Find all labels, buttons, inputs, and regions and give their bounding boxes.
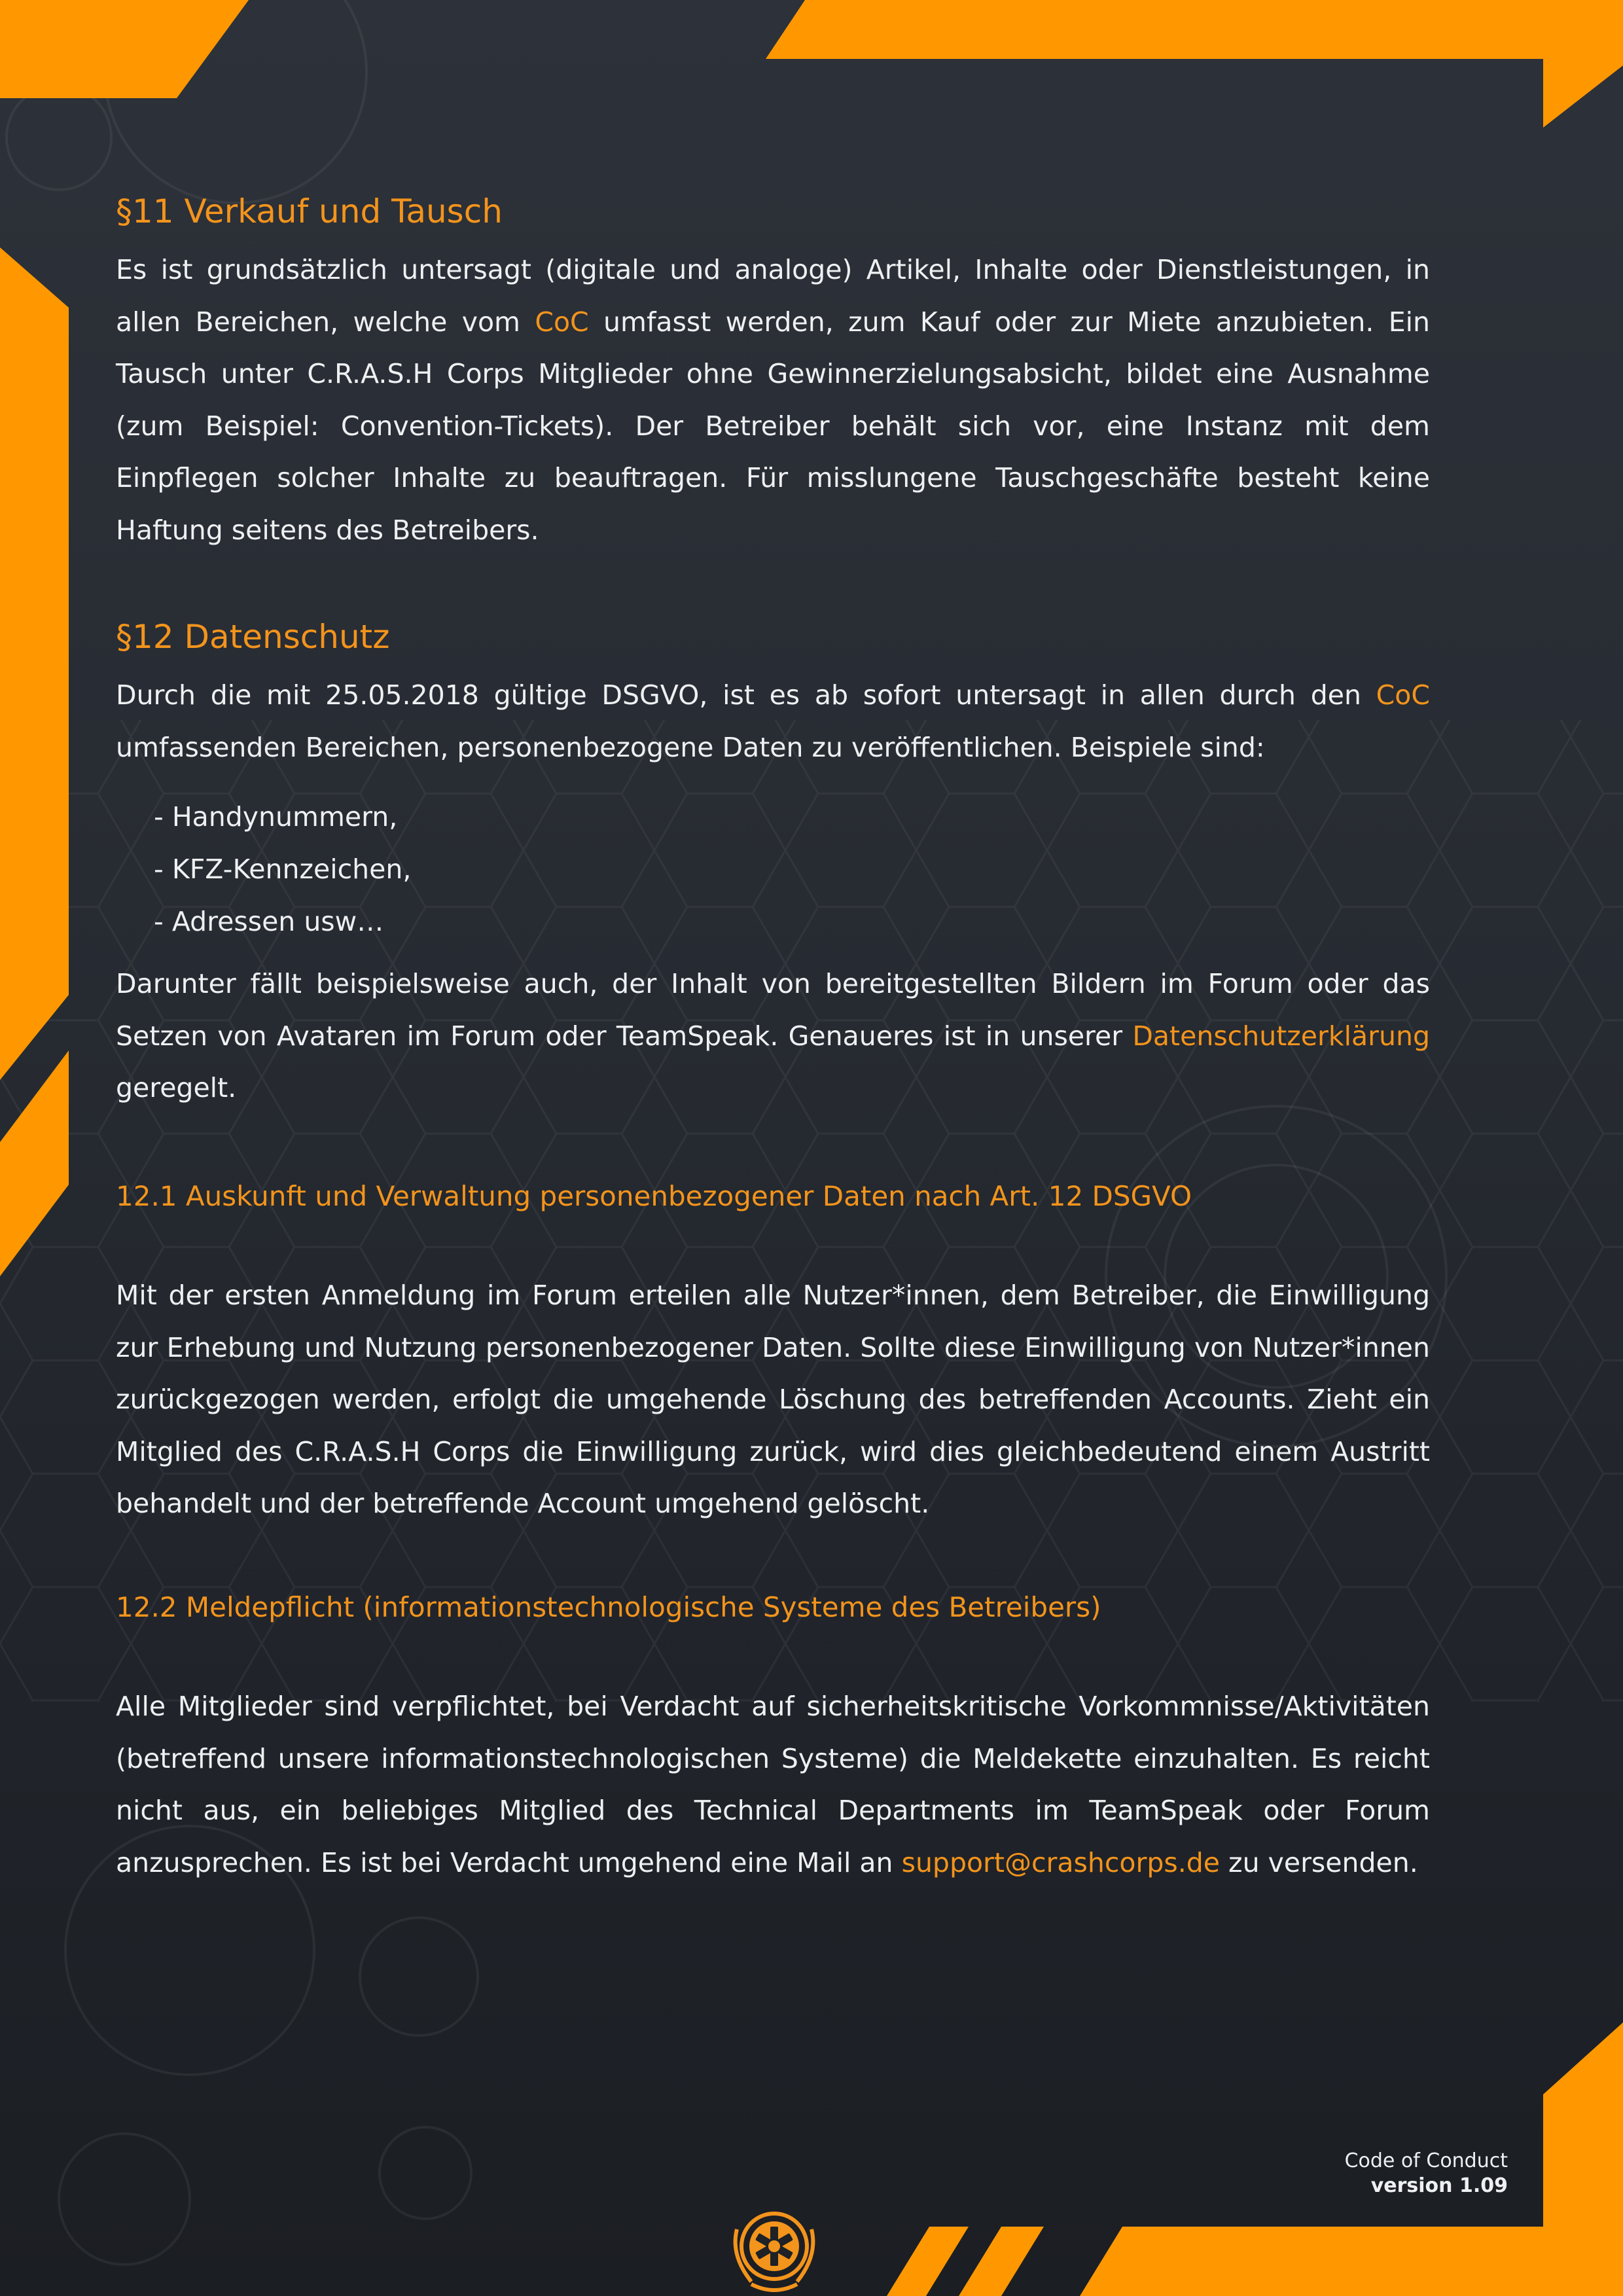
list-item: - Adressen usw… [154, 906, 384, 937]
text-run: geregelt. [116, 1072, 237, 1103]
section-12-1 [116, 1178, 1430, 1530]
section-12-2 [116, 1589, 1430, 1889]
section-11-paragraph [116, 244, 1430, 556]
corner-accent-top-left [0, 0, 249, 98]
bottom-stripe-1 [887, 2227, 969, 2296]
corner-accent-top-right-tip [1543, 59, 1623, 128]
support-email-link[interactable]: support@crashcorps.de [901, 1846, 1221, 1878]
text-run: umfassenden Bereichen, personenbezogene Daten zu veröffentlichen. Beispiele sind: [116, 731, 1265, 763]
bottom-stripe-2 [959, 2227, 1044, 2296]
text-run: umfasst werden, zum Kauf oder zur Miete anzubieten. Ein Tausch unter C.R.A.S.H Corps Mitglieder ohne Gewinnerzielungsabsicht, bildet eine Ausnahme (zum Beispiel: Convention-Tickets). Der Betreiber behält sich vor, eine Instanz mit dem Einpflegen solcher Inhalte zu beauftragen. Für misslungene Tauschgeschäfte besteht keine Haftung seitens des Betreibers. [116, 306, 1430, 546]
section-11 [116, 191, 1430, 556]
list-item: - KFZ-Kennzeichen, [154, 853, 412, 885]
coc-link[interactable]: CoC [1376, 679, 1430, 711]
section-12-paragraph-1 [116, 670, 1430, 774]
text-run: Alle Mitglieder sind verpflichtet, bei Verdacht auf sicherheitskritische Vorkommnisse/Aktivitäten (betreffend unsere informationstechnologischen Systeme) die Meldekette einzuhalten. Es reicht nicht aus, ein beliebiges Mitglied des Technical Departments im TeamSpeak oder Forum anzusprechen. Es ist bei Verdacht umgehend eine Mail an [116, 1691, 1430, 1878]
text-run: Darunter fällt beispielsweise auch, der Inhalt von bereitgestellten Bildern im Forum oder das Setzen von Avataren im Forum oder TeamSpeak. Genaueres ist in unserer [116, 968, 1430, 1052]
left-frame-strip [0, 247, 69, 1080]
privacy-policy-link[interactable]: Datenschutzerklärung [1132, 1020, 1430, 1052]
section-11-title: §11 Verkauf und Tausch [116, 192, 503, 230]
document-version: version 1.09 [1370, 2174, 1508, 2197]
bottom-frame-strip [1080, 2227, 1623, 2296]
section-12-2-title: 12.2 Meldepflicht (informationstechnologische Systeme des Betreibers) [116, 1591, 1101, 1623]
text-run: Durch die mit 25.05.2018 gültige DSGVO, ist es ab sofort untersagt in allen durch den [116, 679, 1376, 711]
text-run: zu versenden. [1220, 1846, 1418, 1878]
document-title: Code of Conduct [1344, 2149, 1508, 2172]
list-item: - Handynummern, [154, 801, 398, 833]
footer [1050, 2149, 1508, 2198]
text-run: Es ist grundsätzlich untersagt (digitale und analoge) Artikel, Inhalte oder Dienstleistungen, in allen Bereichen, welche vom [116, 254, 1430, 338]
examples-list [116, 791, 1430, 948]
section-12-1-paragraph: Mit der ersten Anmeldung im Forum erteilen alle Nutzer*innen, dem Betreiber, die Einwilligung zur Erhebung und Nutzung personenbezogener Daten. Sollte diese Einwilligung von Nutzer*innen zurückgezogen werden, erfolgt die umgehende Löschung des betreffenden Accounts. Zieht ein Mitglied des C.R.A.S.H Corps die Einwilligung zurück, wird dies gleichbedeutend einem Austritt behandelt und der betreffende Account umgehend gelöscht. [116, 1280, 1430, 1519]
corner-accent-top-right [766, 0, 1623, 59]
coc-link[interactable]: CoC [535, 306, 589, 338]
section-12 [116, 617, 1430, 1115]
crash-corps-emblem-icon [725, 2203, 823, 2296]
section-12-paragraph-2 [116, 958, 1430, 1115]
section-12-title: §12 Datenschutz [116, 618, 390, 656]
section-12-1-title: 12.1 Auskunft und Verwaltung personenbezogener Daten nach Art. 12 DSGVO [116, 1180, 1192, 1212]
section-12-2-paragraph [116, 1681, 1430, 1889]
